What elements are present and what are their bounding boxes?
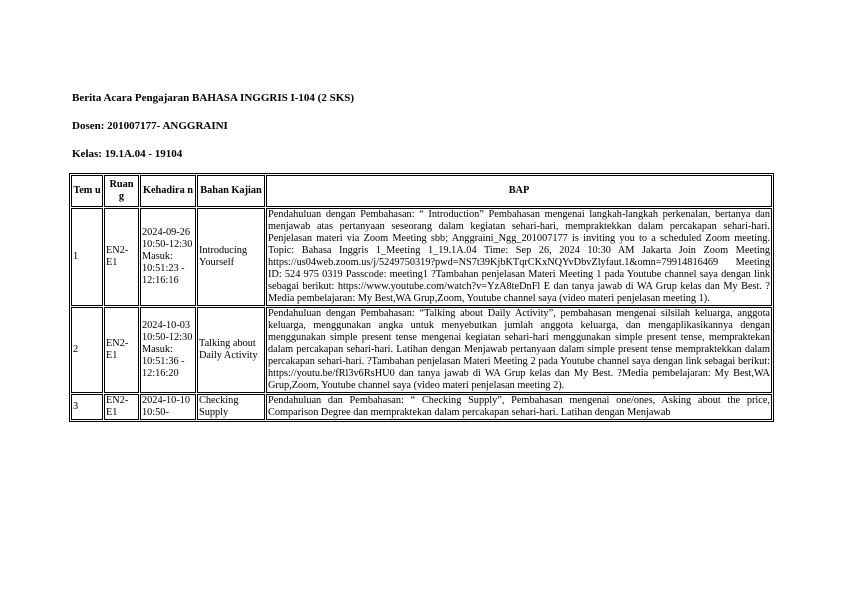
col-header-attendance: Kehadira n — [140, 175, 196, 207]
table-row — [71, 394, 772, 420]
topic-cell-text: Checking Supply — [199, 395, 239, 418]
topic-cell: Introducing Yourself — [197, 208, 265, 306]
col-header-topic: Bahan Kajian — [197, 175, 265, 207]
topic-cell — [197, 394, 265, 420]
bap-cell: Pendahuluan dengan Pembahasan: “Talking about Daily Activity”, pembahasan mengenai silsilah keluarga, anggota keluarga, menggunakan angka untuk menyebutkan jumlah anggota keluarga, dan mengaplikasikannya dengan menggunakan simple present tense mengenai kegiatan sehari-hari menggunakan simple present tense, mempraktekan dalam percakapan sehari-hari. Latihan dengan Menjawab pertanyaan dalam simple present tense mempraktekkan dalam percakapan sehari-hari. ?Tambahan penjelasan Materi Meeting 2 pada Youtube channel saya dengan link sebagai berikut: https://youtu.be/fRl3v6RsHU0 dan tanya jawab di WA Grup kelas dan My Best. ?Media pembelajaran: My Best,WA Grup,Zoom, Youtube channel saya (video materi penjelasan meeting 2). — [268, 308, 770, 391]
table-row — [71, 208, 772, 306]
col-header-meeting: Tem u — [71, 175, 103, 207]
meeting-number: 2 — [71, 307, 103, 393]
document-title: Berita Acara Pengajaran BAHASA INGGRIS I-104 (2 SKS) — [72, 92, 355, 104]
col-header-bap: BAP — [266, 175, 772, 207]
lecturer-line: Dosen: 201007177- ANGGRAINI — [72, 120, 228, 132]
class-line: Kelas: 19.1A.04 - 19104 — [72, 148, 183, 160]
room-cell: EN2-E1 — [104, 307, 139, 393]
attendance-cell — [140, 394, 196, 420]
table-row — [71, 307, 772, 393]
room-cell-text: EN2-E1 — [106, 395, 129, 418]
meeting-number: 3 — [71, 394, 103, 420]
meeting-number: 1 — [71, 208, 103, 306]
table-header-row — [71, 175, 772, 207]
col-header-room: Ruan g — [104, 175, 139, 207]
attendance-cell: 2024-09-26 10:50-12:30 Masuk: 10:51:23 - 12:16:16 — [140, 208, 196, 306]
room-cell: EN2-E1 — [104, 208, 139, 306]
bap-cell-text: Pendahuluan dan Pembahasan: “ Checking Supply”, Pembahasan mengenai one/ones, Asking about the price, Comparison Degree dan mempraktekan dalam percakapan sehari-hari. Latihan dengan Menjawab — [268, 395, 770, 418]
bap-cell — [266, 394, 772, 420]
topic-cell: Talking about Daily Activity — [197, 307, 265, 393]
bap-table — [69, 173, 774, 422]
room-cell — [104, 394, 139, 420]
bap-cell: Pendahuluan dengan Pembahasan: “ Introduction” Pembahasan mengenai langkah-langkah perkenalan, bertanya dan menjawab atas pertanyaan seseorang dalam kegiatan sehari-hari, mempraktekkan dalam percakapan sehari-hari. Penjelasan materi via Zoom Meeting sbb; Anggraini_Ngg_201007177 is inviting you to a scheduled Zoom meeting. Topic: Bahasa Inggris 1_Meeting 1_19.1A.04 Time: Sep 26, 2024 10:30 AM Jakarta Join Zoom Meeting https://us04web.zoom.us/j/5249750319?pwd=NS7t39KjbKTqrCKxNQYvDbvZlyfaut.1&omn=79914816469 Meeting ID: 524 975 0319 Passcode: meeting1 ?Tambahan penjelasan Materi Meeting 1 pada Youtube channel saya dengan link sebagai berikut: https://www.youtube.com/watch?v=YzA8teDnFl E dan tanya jawab di WA Grup kelas dan My Best. ?Media pembelajaran: My Best,WA Grup,Zoom, Youtube channel saya (video materi penjelasan meeting 1). — [268, 209, 770, 304]
attendance-cell-text: 2024-10-10 10:50- — [142, 395, 191, 418]
attendance-cell: 2024-10-03 10:50-12:30 Masuk: 10:51:36 - 12:16:20 — [140, 307, 196, 393]
